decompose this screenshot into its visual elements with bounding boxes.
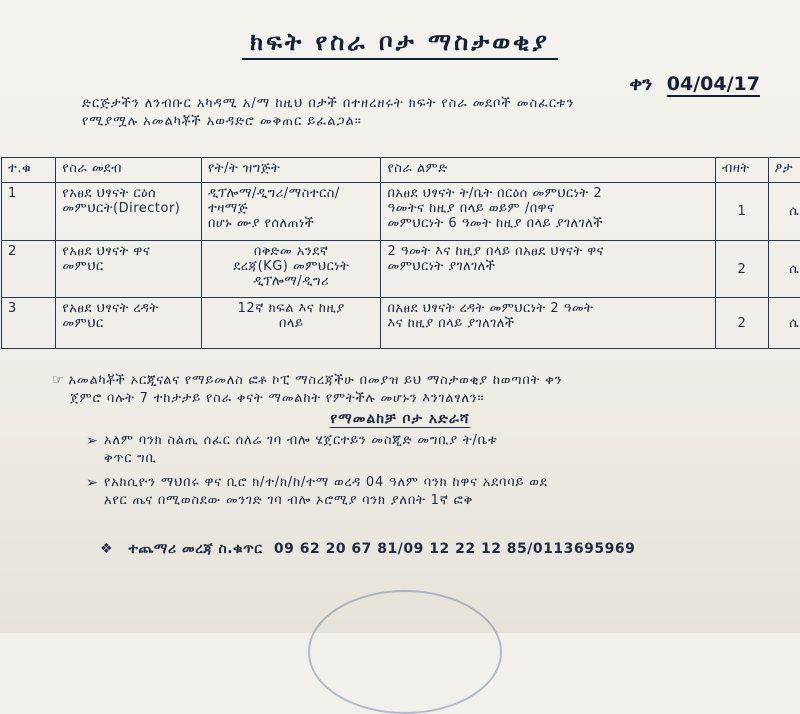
sex-cell: ሴ [768, 298, 800, 349]
note-line: ጀምሮ ባሉት 7 ተከታታይ የስራ ቀናት ማመልከት የምትችሉ መሆኑን እንገልፃለን። [70, 390, 775, 408]
note-line: አመልካቾች ኦርጂናልና የማይመለስ ፎቶ ኮፒ ማስረጃችሁ በመያዝ ይህ ማስታወቂያ ከወጣበት ቀን [68, 373, 562, 388]
table-row [2, 183, 800, 241]
contact-phone-line [100, 541, 635, 557]
header-experience: የስራ ልምድ [381, 158, 716, 183]
address-heading: የማመልከቻ ቦታ አድራሻ [0, 411, 800, 427]
row-number: 2 [2, 241, 56, 298]
header-sex: ፆታ [768, 158, 800, 183]
position-cell: የአፀደ ህፃናት ርዕሰ መምህርት(Director) [56, 183, 202, 241]
header-position: የስራ መደብ [56, 158, 202, 183]
experience-cell: በአፀደ ህፃናት ረዳት መምህርነት 2 ዓመት እና ከዚያ በላይ ያገለገለች [381, 298, 716, 349]
arrow-bullet-icon: ➢ [86, 474, 99, 492]
position-cell: የአፀደ ህፃናት ዋና መምህር [56, 241, 202, 298]
table-header-row [2, 158, 800, 183]
header-education: የት/ት ዝግጅት [201, 158, 381, 183]
arrow-bullet-icon: ➢ [86, 432, 99, 450]
row-number: 1 [2, 183, 56, 241]
phone-label: ተጨማሪ መረጃ ስ.ቁጥር [128, 541, 262, 557]
address-item: ➢ የአክሲዮን ማህበሩ ዋና ቢሮ ክ/ተ/ክ/ከ/ተማ ወረዳ 04 ዓለም ባንክ ከዋና አደባባይ ወደ አየር ጤና በሚወስደው መንገድ ገባ ብሎ ኦሮሚያ ባንክ ያለበት 1ኛ ፎቅ [104, 474, 784, 510]
position-cell: የአፀደ ህፃናት ረዳት መምህር [56, 298, 202, 349]
address-item: ➢ አለም ባንክ ስልጢ ሰፈር ሰለሬ ገባ ብሎ ሄጀርተይን መስጂድ መግቢያ ት/ቤቱ ቅጥር ግቢ [104, 432, 784, 468]
experience-cell: 2 ዓመት እና ከዚያ በላይ በአፀደ ህፃናት ዋና መምህርነት ያገለገለች [381, 241, 716, 298]
sex-cell: ሴ [768, 183, 800, 241]
header-number: ተ.ቁ [2, 158, 56, 183]
intro-line: ድርጅታችን ለንብቡር አካዳሚ አ/ማ ከዚህ በታች በተዘረዘሩት ክፍት የስራ መደቦች መስፈርቱን [82, 95, 787, 113]
vacancy-table [1, 157, 800, 349]
education-cell: በቅድመ አንደኛ ደረጃ(KG) መምህርነት ዲፕሎማ/ዲግሪ [201, 241, 381, 298]
table-row [2, 298, 800, 349]
table-row [2, 241, 800, 298]
intro-paragraph [82, 95, 787, 131]
intro-line: የሚያሟሉ አመልካቾች አወዳድሮ መቅጠር ይፈልጋል። [82, 113, 787, 131]
phone-numbers: 09 62 20 67 81/09 12 22 12 85/0113695969 [274, 541, 635, 557]
diamond-bullet-icon: ❖ [100, 541, 113, 557]
sex-cell: ሴ [768, 241, 800, 298]
header-quantity: ብዛት [716, 158, 769, 183]
row-number: 3 [2, 298, 56, 349]
document-title: ክፍት የስራ ቦታ ማስታወቂያ [0, 28, 800, 56]
stamp-mark [308, 590, 502, 714]
date-value: 04/04/17 [667, 73, 760, 97]
quantity-cell: 1 [716, 183, 769, 241]
quantity-cell: 2 [716, 298, 769, 349]
education-cell: 12ኛ ክፍል እና ከዚያ በላይ [201, 298, 381, 349]
document-date [629, 73, 760, 95]
education-cell: ዲፕሎማ/ዲግሪ/ማስተርስ/ተዛማጅ በሆኑ ሙያ የሰለጠነች [201, 183, 381, 241]
pointing-hand-icon: ☞ [52, 373, 64, 388]
experience-cell: በአፀደ ህፃናት ት/ቤት በርዕሰ መምህርነት 2 ዓመትና ከዚያ በላይ ወይም /በዋና መምህርነት 6 ዓመት ከዚያ በላይ ያገለገለች [381, 183, 716, 241]
date-label: ቀን [629, 73, 652, 95]
application-note [70, 372, 775, 408]
quantity-cell: 2 [716, 241, 769, 298]
